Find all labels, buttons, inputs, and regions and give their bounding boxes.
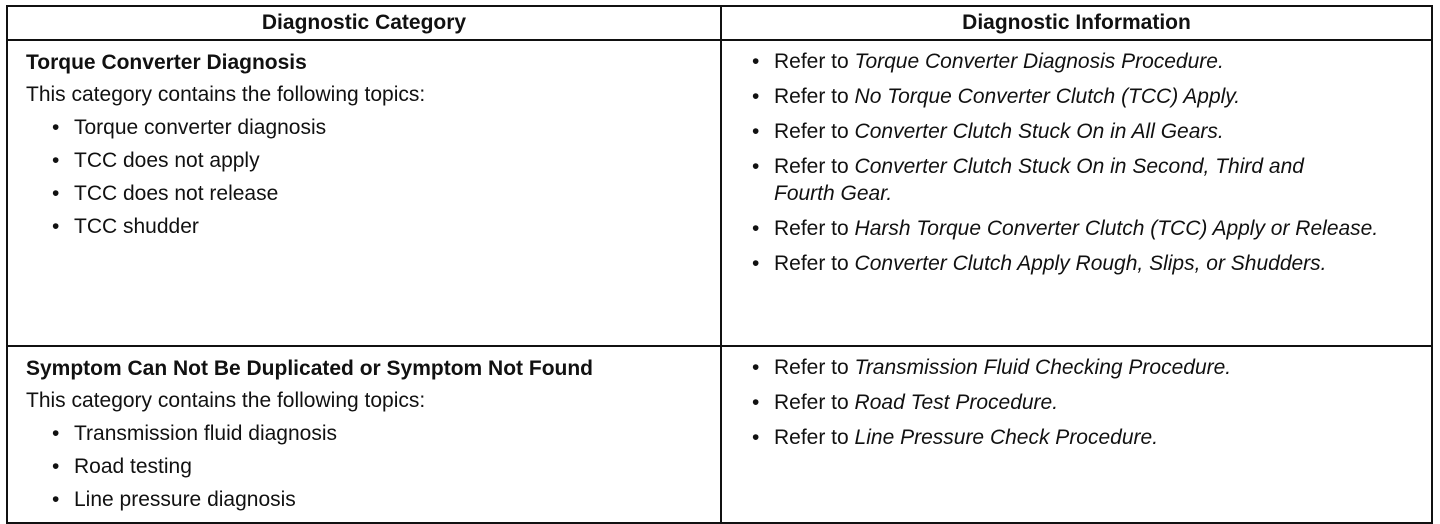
topic-item: • Line pressure diagnosis	[52, 483, 708, 516]
reference-link[interactable]: Harsh Torque Converter Clutch (TCC) Apply or Release.	[854, 217, 1379, 240]
reference-link[interactable]: Converter Clutch Apply Rough, Slips, or Shudders.	[854, 252, 1327, 275]
reference-list	[752, 354, 1423, 451]
reference-item	[752, 424, 1423, 451]
reference-item	[752, 48, 1423, 75]
information-cell	[721, 40, 1432, 346]
reference-item	[752, 118, 1423, 145]
header-diagnostic-information: Diagnostic Information	[721, 6, 1432, 40]
topic-item: • Road testing	[52, 450, 708, 483]
reference-prefix: Refer to	[774, 50, 855, 73]
reference-prefix: Refer to	[774, 426, 855, 449]
category-intro: This category contains the following topics:	[26, 83, 426, 106]
diagnostic-table	[6, 5, 1433, 524]
topic-item: • Torque converter diagnosis	[52, 111, 708, 144]
reference-link[interactable]: Transmission Fluid Checking Procedure.	[854, 356, 1232, 379]
diagnostic-table-container	[6, 5, 1431, 510]
topic-item: • TCC does not apply	[52, 144, 708, 177]
table-row	[7, 40, 1432, 346]
category-cell	[7, 40, 721, 346]
reference-item	[752, 389, 1423, 416]
reference-prefix: Refer to	[774, 356, 855, 379]
category-cell	[7, 346, 721, 523]
reference-link[interactable]: Converter Clutch Stuck On in All Gears.	[854, 120, 1224, 143]
category-title: Torque Converter Diagnosis	[26, 51, 307, 74]
reference-prefix: Refer to	[774, 120, 855, 143]
reference-prefix: Refer to	[774, 391, 855, 414]
reference-link[interactable]: No Torque Converter Clutch (TCC) Apply.	[854, 85, 1241, 108]
category-title: Symptom Can Not Be Duplicated or Symptom Not Found	[26, 357, 594, 380]
reference-link[interactable]: Converter Clutch Stuck On in Second, Third and Fourth Gear.	[774, 155, 1304, 205]
reference-link[interactable]: Road Test Procedure.	[854, 391, 1059, 414]
topic-list	[26, 111, 708, 243]
category-intro: This category contains the following topics:	[26, 389, 426, 412]
topic-list	[26, 417, 708, 516]
reference-item	[752, 354, 1423, 381]
reference-list	[752, 48, 1423, 277]
header-row	[7, 6, 1432, 40]
topic-item: • TCC shudder	[52, 210, 708, 243]
reference-item	[752, 153, 1423, 207]
reference-item	[752, 250, 1423, 277]
topic-item: • TCC does not release	[52, 177, 708, 210]
table-row	[7, 346, 1432, 523]
reference-item	[752, 215, 1423, 242]
reference-link[interactable]: Line Pressure Check Procedure.	[854, 426, 1159, 449]
information-cell	[721, 346, 1432, 523]
reference-prefix: Refer to	[774, 217, 855, 240]
reference-link[interactable]: Torque Converter Diagnosis Procedure.	[854, 50, 1224, 73]
reference-prefix: Refer to	[774, 252, 855, 275]
topic-item: • Transmission fluid diagnosis	[52, 417, 708, 450]
reference-prefix: Refer to	[774, 155, 855, 178]
reference-prefix: Refer to	[774, 85, 855, 108]
header-diagnostic-category: Diagnostic Category	[7, 6, 721, 40]
reference-item	[752, 83, 1423, 110]
